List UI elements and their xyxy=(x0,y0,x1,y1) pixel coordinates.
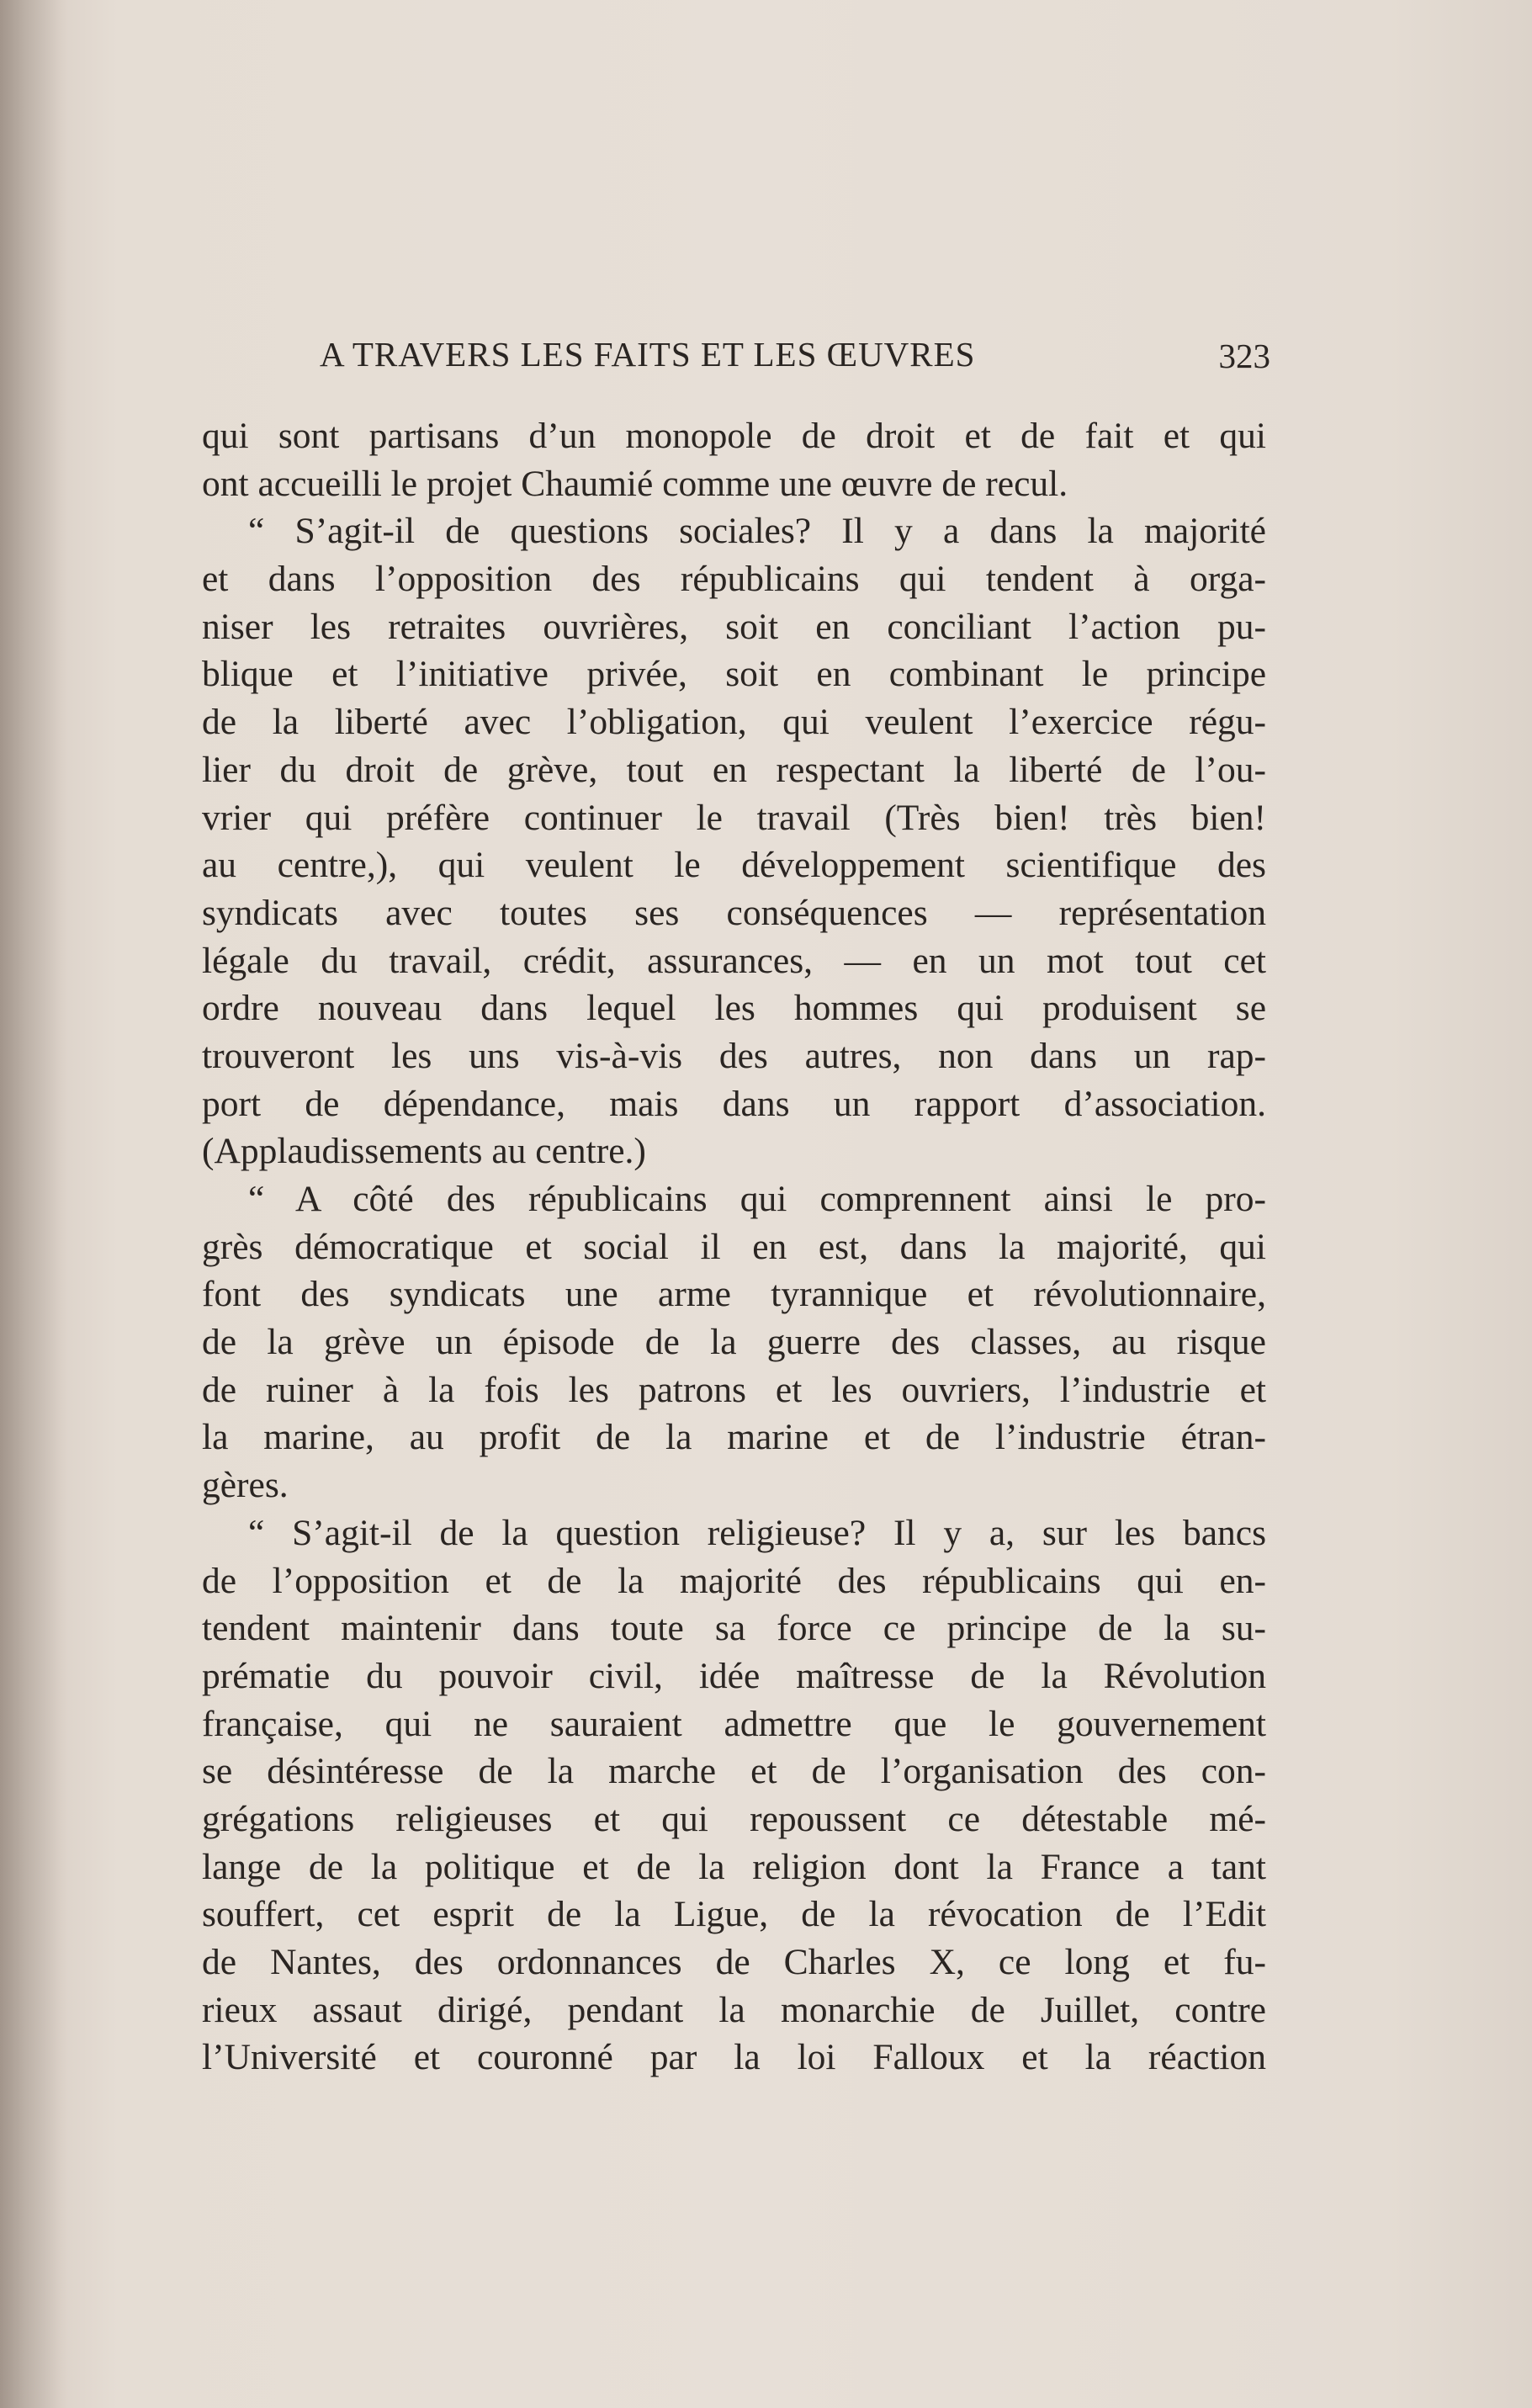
text-line: l’Université et couronné par la loi Falloux et la réaction xyxy=(202,2037,1266,2078)
text-line: de Nantes, des ordonnances de Charles X, ce long et fu- xyxy=(202,1942,1266,1982)
text-line: qui sont partisans d’un monopole de droit et de fait et qui xyxy=(202,416,1266,456)
gutter-shadow xyxy=(0,0,67,2408)
text-line: la marine, au profit de la marine et de l’industrie étran- xyxy=(202,1417,1266,1458)
text-line: blique et l’initiative privée, soit en combinant le principe xyxy=(202,654,1266,695)
text-line: française, qui ne sauraient admettre que le gouvernement xyxy=(202,1703,1266,1744)
running-head xyxy=(320,334,1270,393)
text-line: rieux assaut dirigé, pendant la monarchie de Juillet, contre xyxy=(202,1989,1266,2030)
text-line: font des syndicats une arme tyrannique et révolutionnaire, xyxy=(202,1274,1266,1315)
text-line: lier du droit de grève, tout en respectant la liberté de l’ou- xyxy=(202,749,1266,790)
text-line: port de dépendance, mais dans un rapport d’association. xyxy=(202,1083,1266,1124)
text-line: “ S’agit-il de la question religieuse? Il y a, sur les bancs xyxy=(248,1512,1266,1553)
text-line: gères. xyxy=(202,1465,289,1506)
text-line: “ S’agit-il de questions sociales? Il y a dans la majorité xyxy=(248,511,1266,552)
text-line: au centre,), qui veulent le développement scientifique des xyxy=(202,845,1266,886)
text-line: lange de la politique et de la religion dont la France a tant xyxy=(202,1846,1266,1887)
page-number: 323 xyxy=(1218,337,1270,375)
text-line: et dans l’opposition des républicains qui tendent à orga- xyxy=(202,559,1266,600)
text-line: légale du travail, crédit, assurances, — en un mot tout cet xyxy=(202,940,1266,981)
text-line: syndicats avec toutes ses conséquences — représentation xyxy=(202,892,1266,933)
running-title: A TRAVERS LES FAITS ET LES ŒUVRES xyxy=(320,335,976,374)
text-line: ont accueilli le projet Chaumié comme une œuvre de recul. xyxy=(202,463,1068,504)
text-line: prématie du pouvoir civil, idée maîtresse de la Révolution xyxy=(202,1655,1266,1696)
text-line: de la liberté avec l’obligation, qui veulent l’exercice régu- xyxy=(202,702,1266,743)
text-line: grès démocratique et social il en est, dans la majorité, qui xyxy=(202,1226,1266,1267)
text-line: de l’opposition et de la majorité des républicains qui en- xyxy=(202,1560,1266,1601)
text-line: souffert, cet esprit de la Ligue, de la révocation de l’Edit xyxy=(202,1894,1266,1935)
text-line: trouveront les uns vis-à-vis des autres, non dans un rap- xyxy=(202,1035,1266,1076)
text-line: “ A côté des républicains qui comprennent ainsi le pro- xyxy=(248,1179,1266,1219)
body-text xyxy=(202,412,1266,2082)
text-line: se désintéresse de la marche et de l’organisation des con- xyxy=(202,1751,1266,1792)
text-line: de ruiner à la fois les patrons et les ouvriers, l’industrie et xyxy=(202,1369,1266,1410)
text-line: de la grève un épisode de la guerre des classes, au risque xyxy=(202,1322,1266,1363)
text-line: grégations religieuses et qui repoussent ce détestable mé- xyxy=(202,1798,1266,1839)
text-line: niser les retraites ouvrières, soit en conciliant l’action pu- xyxy=(202,606,1266,647)
text-line: vrier qui préfère continuer le travail (Très bien! très bien! xyxy=(202,797,1266,838)
text-line: ordre nouveau dans lequel les hommes qui produisent se xyxy=(202,988,1266,1029)
text-line: (Applaudissements au centre.) xyxy=(202,1131,646,1172)
text-line: tendent maintenir dans toute sa force ce principe de la su- xyxy=(202,1608,1266,1649)
